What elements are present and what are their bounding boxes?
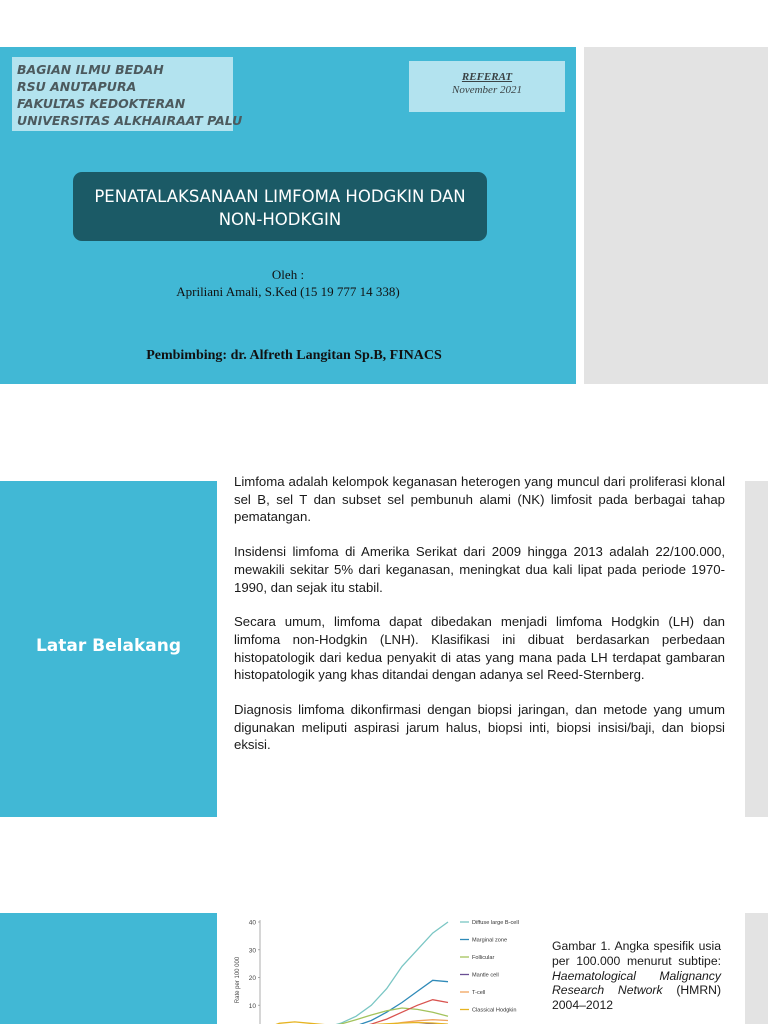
title-line-2: NON-HODKGIN bbox=[218, 210, 342, 229]
title-line-1: PENATALAKSANAAN LIMFOMA HODGKIN DAN bbox=[94, 187, 466, 206]
legend-label: Mantle cell bbox=[472, 972, 499, 979]
legend-label: Diffuse large B-cell bbox=[472, 920, 519, 927]
supervisor: Pembimbing: dr. Alfreth Langitan Sp.B, FINACS bbox=[146, 348, 442, 363]
y-tick-label: 10 bbox=[248, 1002, 256, 1010]
institution-line: FAKULTAS KEDOKTERAN bbox=[17, 96, 186, 111]
figure-caption bbox=[552, 939, 721, 1013]
author-prefix: Oleh : bbox=[271, 267, 305, 282]
caption-text-end: (HMRN) 2004–2012 bbox=[552, 983, 721, 1013]
incidence-chart bbox=[228, 912, 528, 1024]
paragraph: Insidensi limfoma di Amerika Serikat dari 2009 hingga 2013 adalah 22/100.000, mewakili sekitar 5% dari keganasan, meningkat dua kali lipat pada periode 1970-1990, dan sejak itu stabil. bbox=[234, 544, 725, 595]
y-axis-label: Rate per 100 000 bbox=[235, 956, 241, 1004]
institution-box bbox=[12, 57, 243, 131]
author-name: Apriliani Amali, S.Ked (15 19 777 14 338) bbox=[176, 284, 400, 299]
section-side-panel bbox=[745, 481, 768, 817]
section-heading: Latar Belakang bbox=[35, 636, 182, 656]
referat-box bbox=[409, 61, 565, 112]
legend-label: Follicular bbox=[472, 955, 495, 962]
paragraph: Diagnosis limfoma dikonfirmasi dengan biopsi jaringan, dan metode yang umum digunakan meliputi aspirasi jarum halus, biopsi inti, biopsi insisi/baji, dan biopsi eksisi. bbox=[234, 702, 725, 753]
y-tick-label: 20 bbox=[248, 975, 256, 982]
series-line bbox=[264, 922, 448, 1024]
y-tick-label: 40 bbox=[248, 919, 256, 927]
figure-slide-panel bbox=[0, 913, 217, 1024]
caption-text: Gambar 1. Angka spesifik usia per 100.000 menurut subtipe: bbox=[552, 939, 721, 968]
presentation-title bbox=[73, 172, 487, 241]
legend-label: Marginal zone bbox=[472, 937, 508, 944]
legend-label: T-cell bbox=[472, 990, 486, 997]
figure-slide-side-panel bbox=[745, 913, 768, 1024]
paragraph: Secara umum, limfoma dapat dibedakan menjadi limfoma Hodgkin (LH) dan limfoma non-Hodgkin (LNH). Klasifikasi ini dibuat berdasarkan perbedaan histopatologik dari kedua penyakit di atas yang mana pada LH terdapat gambaran histopatologik yang khas ditandai dengan adanya sel Reed-Sternberg. bbox=[234, 614, 725, 683]
paragraph: Limfoma adalah kelompok keganasan heterogen yang muncul dari proliferasi klonal sel B, sel T dan subset sel pembunuh alami (NK) limfosit pada berbagai tahap pematangan. bbox=[234, 474, 725, 525]
title-slide-side-panel bbox=[584, 47, 768, 384]
caption-source: Haematological Malignancy Research Network bbox=[552, 968, 721, 998]
institution-line: BAGIAN ILMU BEDAH bbox=[17, 62, 164, 77]
referat-label: REFERAT bbox=[461, 71, 513, 83]
author-block bbox=[0, 266, 576, 300]
series-line bbox=[264, 980, 448, 1024]
legend-label: Classical Hodgkin bbox=[472, 1007, 517, 1014]
institution-line: UNIVERSITAS ALKHAIRAAT PALU bbox=[17, 113, 243, 128]
y-tick-label: 30 bbox=[248, 947, 256, 955]
background-text bbox=[234, 473, 725, 771]
institution-line: RSU ANUTAPURA bbox=[17, 79, 137, 94]
referat-date: November 2021 bbox=[452, 84, 522, 96]
